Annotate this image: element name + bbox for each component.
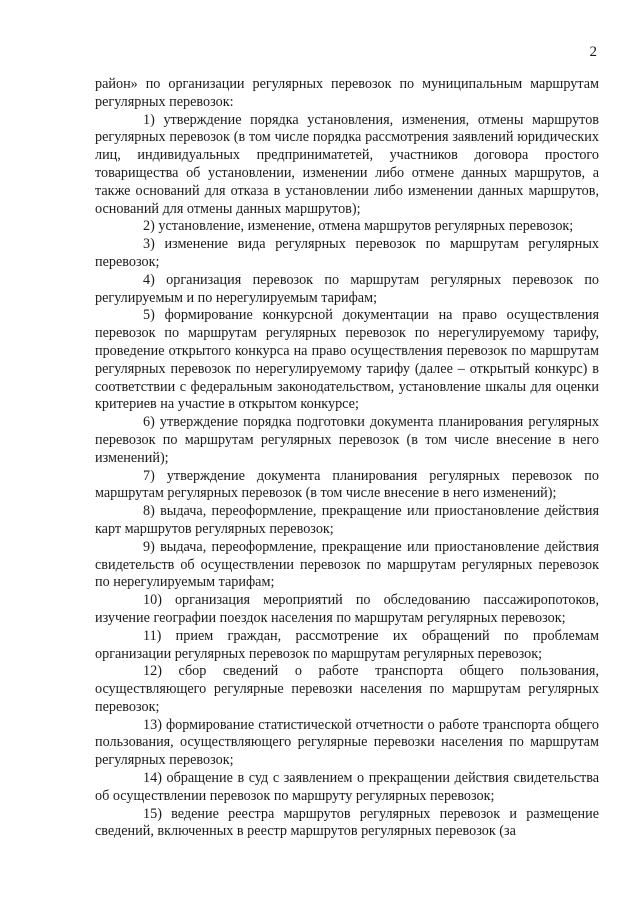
- list-item-14: 14) обращение в суд с заявлением о прекращении действия свидетельства об осуществлении перевозок по маршруту регулярных перевозок;: [95, 770, 599, 804]
- list-item-8: 8) выдача, переоформление, прекращение или приостановление действия карт маршрутов регулярных перевозок;: [95, 503, 599, 537]
- list-item-13: 13) формирование статистической отчетности о работе транспорта общего пользования, осуществляющего регулярные перевозки населения по маршрутам регулярных перевозок;: [95, 716, 599, 769]
- list-item-7: 7) утверждение документа планирования регулярных перевозок по маршрутам регулярных перевозок (в том числе внесение в него изменений);: [95, 467, 599, 502]
- list-item-3: 3) изменение вида регулярных перевозок по маршрутам регулярных перевозок;: [95, 236, 599, 270]
- list-item-12: 12) сбор сведений о работе транспорта общего пользования, осуществляющего регулярные перевозки населения по маршрутам регулярных перевозок;: [95, 663, 599, 715]
- list-item-15: 15) ведение реестра маршрутов регулярных перевозок и размещение сведений, включенных в реестр маршрутов регулярных перевозок (за: [95, 805, 599, 840]
- list-item-11: 11) прием граждан, рассмотрение их обращений по проблемам организации регулярных перевозок по маршрутам регулярных перевозок;: [95, 627, 599, 662]
- list-item-6: 6) утверждение порядка подготовки документа планирования регулярных перевозок по маршрутам регулярных перевозок (в том числе внесение в него изменений);: [95, 414, 599, 466]
- page-number: 2: [589, 44, 597, 60]
- list-item-10: 10) организация мероприятий по обследованию пассажиропотоков, изучение географии поездок населения по маршрутам регулярных перевозок;: [95, 592, 599, 626]
- list-item-5: 5) формирование конкурсной документации на право осуществления перевозок по маршрутам регулярных перевозок по нерегулируемому тарифу, проведение открытого конкурса на право осуществления перевозок по маршрутам регулярных перевозок по нерегулируемому тарифу (далее – открытый конкурс) в соответствии с федеральным законодательством, установление шкалы для оценки критериев на участие в открытом конкурсе;: [95, 307, 599, 413]
- list-item-2: 2) установление, изменение, отмена маршрутов регулярных перевозок;: [143, 218, 574, 235]
- intro-paragraph: район» по организации регулярных перевозок по муниципальным маршрутам регулярных перевозок:: [95, 76, 599, 110]
- list-item-1: 1) утверждение порядка установления, изменения, отмены маршрутов регулярных перевозок (в том числе порядка рассмотрения заявлений юридических лиц, индивидуальных предприниматетей, участников договора простого товарищества об установлении, изменении либо отмене данных маршрутов, а также оснований для отказа в установлении либо изменении данных маршрутов, оснований для отмены данных маршрутов);: [95, 111, 599, 217]
- document-body: [95, 76, 599, 841]
- list-item-4: 4) организация перевозок по маршрутам регулярных перевозок по регулируемым и по нерегулируемым тарифам;: [95, 271, 599, 306]
- list-item-9: 9) выдача, переоформление, прекращение или приостановление действия свидетельств об осуществлении перевозок по маршрутам регулярных перевозок по нерегулируемым тарифам;: [95, 538, 599, 591]
